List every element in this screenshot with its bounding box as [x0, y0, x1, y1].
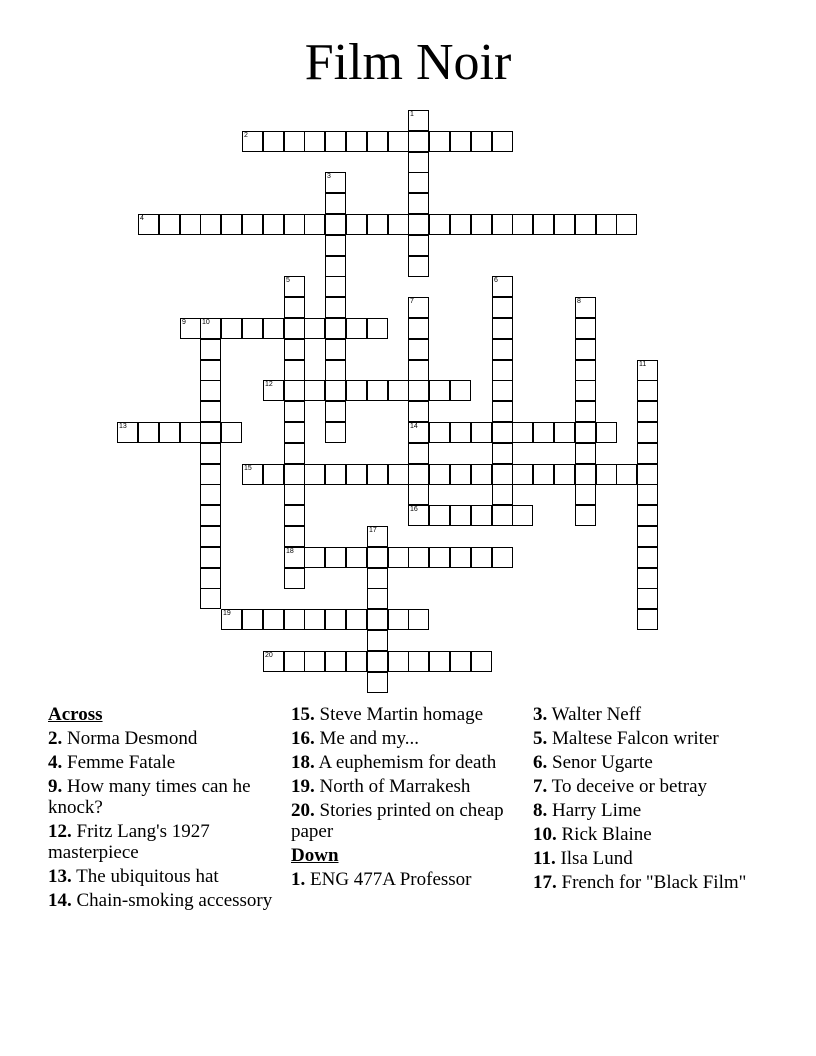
grid-cell[interactable]	[304, 380, 325, 401]
grid-cell[interactable]	[200, 568, 221, 589]
grid-cell[interactable]	[637, 380, 658, 401]
grid-cell[interactable]	[450, 380, 471, 401]
grid-cell[interactable]	[408, 505, 429, 526]
clue-down-5[interactable]: 5. Maltese Falcon writer	[533, 728, 719, 749]
grid-cell[interactable]	[471, 131, 492, 152]
clue-across-16[interactable]: 16. Me and my...	[291, 728, 420, 749]
grid-cell[interactable]	[450, 651, 471, 672]
grid-cell[interactable]	[388, 380, 409, 401]
grid-cell[interactable]	[575, 443, 596, 464]
grid-cell[interactable]	[388, 214, 409, 235]
grid-cell[interactable]	[325, 547, 346, 568]
clue-across-13[interactable]: 13. The ubiquitous hat	[48, 866, 219, 887]
grid-cell[interactable]	[325, 401, 346, 422]
clue-number: 10	[202, 319, 210, 326]
grid-cell[interactable]	[325, 235, 346, 256]
grid-cell[interactable]	[429, 651, 450, 672]
grid-cell[interactable]	[284, 131, 305, 152]
grid-cell[interactable]	[492, 380, 513, 401]
clue-across-9[interactable]: 9. How many times can he knock?	[48, 776, 251, 818]
grid-cell[interactable]	[346, 131, 367, 152]
grid-cell[interactable]	[408, 297, 429, 318]
grid-cell[interactable]	[471, 214, 492, 235]
grid-cell[interactable]	[637, 547, 658, 568]
grid-cell[interactable]	[263, 380, 284, 401]
grid-cell[interactable]	[180, 318, 201, 339]
grid-cell[interactable]	[284, 401, 305, 422]
grid-cell[interactable]	[388, 464, 409, 485]
grid-cell[interactable]	[304, 131, 325, 152]
clue-across-12[interactable]: 12. Fritz Lang's 1927 masterpiece	[48, 821, 210, 863]
grid-cell[interactable]	[408, 152, 429, 173]
grid-cell[interactable]	[575, 339, 596, 360]
grid-cell[interactable]	[408, 256, 429, 277]
clue-number: 18	[286, 548, 294, 555]
clue-number: 16	[410, 506, 418, 513]
grid-cell[interactable]	[471, 464, 492, 485]
clue-across-14[interactable]: 14. Chain-smoking accessory	[48, 890, 273, 911]
grid-cell[interactable]	[492, 339, 513, 360]
grid-cell[interactable]	[325, 318, 346, 339]
grid-cell[interactable]	[304, 464, 325, 485]
grid-cell[interactable]	[304, 651, 325, 672]
grid-cell[interactable]	[575, 464, 596, 485]
grid-cell[interactable]	[367, 568, 388, 589]
clue-across-2[interactable]: 2. Norma Desmond	[48, 728, 198, 749]
grid-cell[interactable]	[471, 422, 492, 443]
grid-cell[interactable]	[325, 256, 346, 277]
grid-cell[interactable]	[367, 588, 388, 609]
grid-cell[interactable]	[284, 526, 305, 547]
clue-number: 5	[286, 277, 290, 284]
clue-number: 1	[410, 111, 414, 118]
grid-cell[interactable]	[284, 214, 305, 235]
grid-cell[interactable]	[554, 214, 575, 235]
grid-cell[interactable]	[450, 547, 471, 568]
clue-number: 4	[140, 215, 144, 222]
clue-number: 13	[119, 423, 127, 430]
grid-cell[interactable]	[471, 505, 492, 526]
grid-cell[interactable]	[492, 547, 513, 568]
grid-cell[interactable]	[637, 360, 658, 381]
grid-cell[interactable]	[242, 609, 263, 630]
grid-cell[interactable]	[408, 464, 429, 485]
grid-cell[interactable]	[242, 131, 263, 152]
grid-cell[interactable]	[304, 214, 325, 235]
grid-cell[interactable]	[554, 464, 575, 485]
grid-cell[interactable]	[637, 609, 658, 630]
clue-down-6[interactable]: 6. Senor Ugarte	[533, 752, 653, 773]
grid-cell[interactable]	[200, 401, 221, 422]
grid-cell[interactable]	[512, 464, 533, 485]
grid-cell[interactable]	[408, 193, 429, 214]
grid-cell[interactable]	[284, 568, 305, 589]
grid-cell[interactable]	[325, 380, 346, 401]
grid-cell[interactable]	[284, 547, 305, 568]
grid-cell[interactable]	[492, 464, 513, 485]
grid-cell[interactable]	[221, 609, 242, 630]
grid-cell[interactable]	[346, 318, 367, 339]
grid-cell[interactable]	[200, 443, 221, 464]
clue-across-15[interactable]: 15. Steve Martin homage	[291, 704, 484, 725]
clue-number: 7	[410, 298, 414, 305]
grid-cell[interactable]	[408, 651, 429, 672]
grid-cell[interactable]	[346, 609, 367, 630]
grid-cell[interactable]	[471, 651, 492, 672]
grid-cell[interactable]	[200, 588, 221, 609]
grid-cell[interactable]	[367, 464, 388, 485]
grid-cell[interactable]	[596, 422, 617, 443]
grid-cell[interactable]	[450, 214, 471, 235]
clue-across-19[interactable]: 19. North of Marrakesh	[291, 776, 471, 797]
grid-cell[interactable]	[596, 214, 617, 235]
grid-cell[interactable]	[637, 464, 658, 485]
grid-cell[interactable]	[408, 547, 429, 568]
grid-cell[interactable]	[325, 360, 346, 381]
grid-cell[interactable]	[575, 297, 596, 318]
grid-cell[interactable]	[533, 422, 554, 443]
grid-cell[interactable]	[429, 547, 450, 568]
grid-cell[interactable]	[325, 214, 346, 235]
grid-cell[interactable]	[117, 422, 138, 443]
grid-cell[interactable]	[367, 214, 388, 235]
grid-cell[interactable]	[346, 651, 367, 672]
grid-cell[interactable]	[180, 422, 201, 443]
grid-cell[interactable]	[408, 214, 429, 235]
clue-column-1	[48, 704, 273, 914]
grid-cell[interactable]	[575, 422, 596, 443]
grid-cell[interactable]	[492, 360, 513, 381]
grid-cell[interactable]	[575, 505, 596, 526]
grid-cell[interactable]	[637, 588, 658, 609]
grid-cell[interactable]	[304, 318, 325, 339]
grid-cell[interactable]	[200, 484, 221, 505]
grid-cell[interactable]	[263, 131, 284, 152]
grid-cell[interactable]	[221, 318, 242, 339]
grid-cell[interactable]	[616, 464, 637, 485]
grid-cell[interactable]	[512, 214, 533, 235]
grid-cell[interactable]	[408, 339, 429, 360]
grid-cell[interactable]	[284, 651, 305, 672]
grid-cell[interactable]	[492, 443, 513, 464]
grid-cell[interactable]	[450, 505, 471, 526]
grid-cell[interactable]	[138, 422, 159, 443]
clue-number: 2	[244, 132, 248, 139]
grid-cell[interactable]	[596, 464, 617, 485]
grid-cell[interactable]	[388, 547, 409, 568]
grid-cell[interactable]	[388, 609, 409, 630]
grid-cell[interactable]	[263, 464, 284, 485]
grid-cell[interactable]	[242, 214, 263, 235]
grid-cell[interactable]	[388, 651, 409, 672]
grid-cell[interactable]	[284, 297, 305, 318]
clue-number: 19	[223, 610, 231, 617]
grid-cell[interactable]	[408, 131, 429, 152]
grid-cell[interactable]	[284, 464, 305, 485]
grid-cell[interactable]	[159, 422, 180, 443]
grid-cell[interactable]	[284, 360, 305, 381]
grid-cell[interactable]	[408, 609, 429, 630]
clue-number: 11	[639, 361, 647, 368]
grid-cell[interactable]	[450, 131, 471, 152]
clue-column-2	[291, 704, 516, 893]
grid-cell[interactable]	[408, 318, 429, 339]
clue-number: 3	[327, 173, 331, 180]
grid-cell[interactable]	[637, 484, 658, 505]
grid-cell[interactable]	[242, 464, 263, 485]
grid-cell[interactable]	[512, 505, 533, 526]
grid-cell[interactable]	[492, 214, 513, 235]
clue-down-7[interactable]: 7. To deceive or betray	[533, 776, 708, 797]
grid-cell[interactable]	[346, 380, 367, 401]
grid-cell[interactable]	[492, 505, 513, 526]
clue-down-3[interactable]: 3. Walter Neff	[533, 704, 642, 725]
grid-cell[interactable]	[325, 422, 346, 443]
grid-cell[interactable]	[450, 422, 471, 443]
grid-cell[interactable]	[616, 214, 637, 235]
grid-cell[interactable]	[408, 235, 429, 256]
grid-cell[interactable]	[492, 422, 513, 443]
grid-cell[interactable]	[200, 360, 221, 381]
grid-cell[interactable]	[492, 297, 513, 318]
grid-cell[interactable]	[471, 547, 492, 568]
grid-cell[interactable]	[367, 380, 388, 401]
grid-cell[interactable]	[408, 172, 429, 193]
grid-cell[interactable]	[263, 609, 284, 630]
grid-cell[interactable]	[429, 422, 450, 443]
grid-cell[interactable]	[367, 672, 388, 693]
clue-number: 17	[369, 527, 377, 534]
grid-cell[interactable]	[575, 484, 596, 505]
grid-cell[interactable]	[575, 401, 596, 422]
grid-cell[interactable]	[408, 380, 429, 401]
grid-cell[interactable]	[200, 380, 221, 401]
grid-cell[interactable]	[284, 484, 305, 505]
grid-cell[interactable]	[492, 318, 513, 339]
grid-cell[interactable]	[325, 172, 346, 193]
grid-cell[interactable]	[284, 609, 305, 630]
grid-cell[interactable]	[408, 360, 429, 381]
grid-cell[interactable]	[221, 422, 242, 443]
clue-number: 12	[265, 381, 273, 388]
grid-cell[interactable]	[200, 214, 221, 235]
grid-cell[interactable]	[263, 651, 284, 672]
grid-cell[interactable]	[200, 318, 221, 339]
grid-cell[interactable]	[367, 609, 388, 630]
grid-cell[interactable]	[200, 464, 221, 485]
grid-cell[interactable]	[533, 464, 554, 485]
grid-cell[interactable]	[346, 464, 367, 485]
grid-cell[interactable]	[200, 505, 221, 526]
clue-across-20[interactable]: 20. Stories printed on cheap paper	[291, 800, 504, 842]
grid-cell[interactable]	[284, 422, 305, 443]
grid-cell[interactable]	[367, 131, 388, 152]
grid-cell[interactable]	[408, 401, 429, 422]
grid-cell[interactable]	[408, 443, 429, 464]
clue-down-8[interactable]: 8. Harry Lime	[533, 800, 642, 821]
grid-cell[interactable]	[575, 360, 596, 381]
grid-cell[interactable]	[388, 131, 409, 152]
grid-cell[interactable]	[284, 339, 305, 360]
grid-cell[interactable]	[429, 131, 450, 152]
grid-cell[interactable]	[325, 609, 346, 630]
grid-cell[interactable]	[325, 276, 346, 297]
clue-number: 8	[577, 298, 581, 305]
grid-cell[interactable]	[180, 214, 201, 235]
grid-cell[interactable]	[325, 131, 346, 152]
grid-cell[interactable]	[284, 380, 305, 401]
grid-cell[interactable]	[367, 630, 388, 651]
grid-cell[interactable]	[284, 443, 305, 464]
grid-cell[interactable]	[637, 401, 658, 422]
grid-cell[interactable]	[304, 609, 325, 630]
grid-cell[interactable]	[512, 422, 533, 443]
grid-cell[interactable]	[429, 505, 450, 526]
grid-cell[interactable]	[637, 568, 658, 589]
grid-cell[interactable]	[450, 464, 471, 485]
clue-down-1[interactable]: 1. ENG 477A Professor	[291, 869, 472, 890]
grid-cell[interactable]	[159, 214, 180, 235]
clue-number: 9	[182, 319, 186, 326]
grid-cell[interactable]	[346, 214, 367, 235]
grid-cell[interactable]	[429, 214, 450, 235]
clue-down-17[interactable]: 17. French for "Black Film"	[533, 872, 747, 893]
grid-cell[interactable]	[346, 547, 367, 568]
across-heading: Across	[48, 704, 103, 725]
grid-cell[interactable]	[200, 422, 221, 443]
grid-cell[interactable]	[284, 276, 305, 297]
grid-cell[interactable]	[325, 651, 346, 672]
clue-number: 15	[244, 465, 252, 472]
clue-across-18[interactable]: 18. A euphemism for death	[291, 752, 497, 773]
grid-cell[interactable]	[263, 318, 284, 339]
grid-cell[interactable]	[367, 651, 388, 672]
grid-cell[interactable]	[200, 526, 221, 547]
grid-cell[interactable]	[575, 214, 596, 235]
grid-cell[interactable]	[408, 484, 429, 505]
grid-cell[interactable]	[200, 339, 221, 360]
grid-cell[interactable]	[492, 131, 513, 152]
clue-number: 6	[494, 277, 498, 284]
grid-cell[interactable]	[325, 339, 346, 360]
grid-cell[interactable]	[367, 547, 388, 568]
grid-cell[interactable]	[429, 464, 450, 485]
grid-cell[interactable]	[263, 214, 284, 235]
grid-cell[interactable]	[575, 380, 596, 401]
grid-cell[interactable]	[533, 214, 554, 235]
grid-cell[interactable]	[325, 297, 346, 318]
grid-cell[interactable]	[242, 318, 263, 339]
grid-cell[interactable]	[221, 214, 242, 235]
grid-cell[interactable]	[325, 193, 346, 214]
grid-cell[interactable]	[637, 526, 658, 547]
down-heading: Down	[291, 845, 339, 866]
grid-cell[interactable]	[637, 422, 658, 443]
grid-cell[interactable]	[429, 380, 450, 401]
grid-cell[interactable]	[200, 547, 221, 568]
grid-cell[interactable]	[367, 526, 388, 547]
grid-cell[interactable]	[492, 484, 513, 505]
clue-number: 20	[265, 652, 273, 659]
grid-cell[interactable]	[408, 422, 429, 443]
grid-cell[interactable]	[367, 318, 388, 339]
grid-cell[interactable]	[284, 505, 305, 526]
clue-column-3	[533, 704, 763, 896]
grid-cell[interactable]	[637, 505, 658, 526]
grid-cell[interactable]	[575, 318, 596, 339]
puzzle-title: Film Noir	[304, 34, 512, 91]
clue-down-10[interactable]: 10. Rick Blaine	[533, 824, 652, 845]
grid-cell[interactable]	[138, 214, 159, 235]
clue-down-11[interactable]: 11. Ilsa Lund	[533, 848, 633, 869]
grid-cell[interactable]	[408, 110, 429, 131]
grid-cell[interactable]	[554, 422, 575, 443]
grid-cell[interactable]	[492, 401, 513, 422]
grid-cell[interactable]	[304, 547, 325, 568]
clue-across-4[interactable]: 4. Femme Fatale	[48, 752, 176, 773]
grid-cell[interactable]	[637, 443, 658, 464]
grid-cell[interactable]	[325, 464, 346, 485]
clue-number: 14	[410, 423, 418, 430]
grid-cell[interactable]	[492, 276, 513, 297]
grid-cell[interactable]	[284, 318, 305, 339]
